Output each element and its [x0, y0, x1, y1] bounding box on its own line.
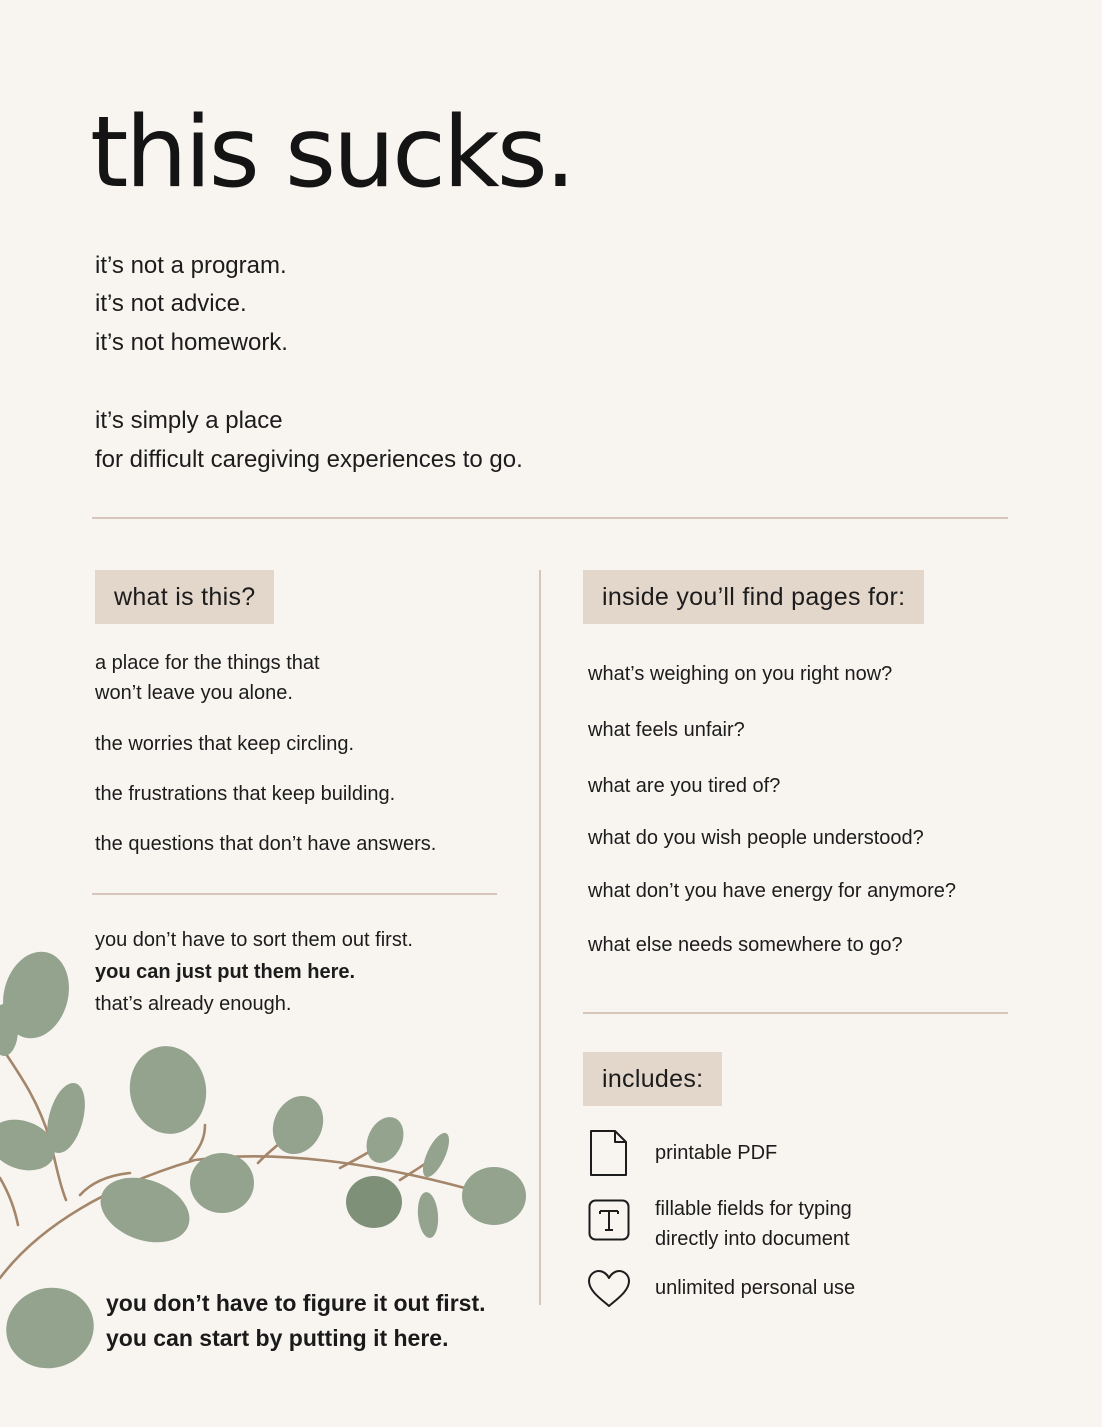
- right-divider: [583, 1012, 1008, 1014]
- intro-line: it’s simply a place: [95, 407, 283, 434]
- note-line-bold: you can just put them here.: [95, 961, 356, 983]
- prompt-item: what are you tired of?: [588, 775, 781, 797]
- column-divider: [539, 570, 541, 1305]
- reassurance-note: [95, 924, 413, 1020]
- description-line: the questions that don’t have answers.: [95, 833, 437, 855]
- document-icon: [589, 1129, 629, 1177]
- prompt-item: what’s weighing on you right now?: [588, 663, 893, 685]
- include-item-label: unlimited personal use: [655, 1277, 856, 1299]
- description-paragraph: [95, 648, 320, 708]
- description-line: the worries that keep circling.: [95, 733, 355, 755]
- include-item-label: [655, 1194, 852, 1254]
- intro-line: for difficult caregiving experiences to go.: [95, 446, 523, 473]
- description-line: won’t leave you alone.: [95, 682, 293, 704]
- heart-icon: [587, 1269, 631, 1309]
- intro-line: it’s not a program.: [95, 252, 287, 279]
- prompt-item: what else needs somewhere to go?: [588, 934, 903, 956]
- left-divider: [92, 893, 497, 895]
- includes-heading: includes:: [583, 1052, 722, 1106]
- closing-line: you don’t have to figure it out first.: [106, 1290, 486, 1316]
- prompt-item: what don’t you have energy for anymore?: [588, 880, 956, 902]
- closing-statement: [106, 1286, 486, 1356]
- what-is-this-heading: what is this?: [95, 570, 274, 624]
- description-line: the frustrations that keep building.: [95, 783, 396, 805]
- include-item-label: printable PDF: [655, 1142, 778, 1164]
- text-field-icon: [588, 1199, 630, 1241]
- prompt-item: what feels unfair?: [588, 719, 745, 741]
- description-line: a place for the things that: [95, 652, 320, 674]
- include-item-line: directly into document: [655, 1228, 850, 1250]
- closing-line: you can start by putting it here.: [106, 1325, 449, 1351]
- intro-line: it’s not homework.: [95, 329, 288, 356]
- note-line: that’s already enough.: [95, 993, 292, 1015]
- note-line: you don’t have to sort them out first.: [95, 929, 413, 951]
- page-title: this sucks.: [90, 96, 573, 210]
- section-divider: [92, 517, 1008, 519]
- prompt-item: what do you wish people understood?: [588, 827, 924, 849]
- inside-pages-heading: inside you’ll find pages for:: [583, 570, 924, 624]
- include-item-line: fillable fields for typing: [655, 1198, 852, 1220]
- intro-line: it’s not advice.: [95, 290, 247, 317]
